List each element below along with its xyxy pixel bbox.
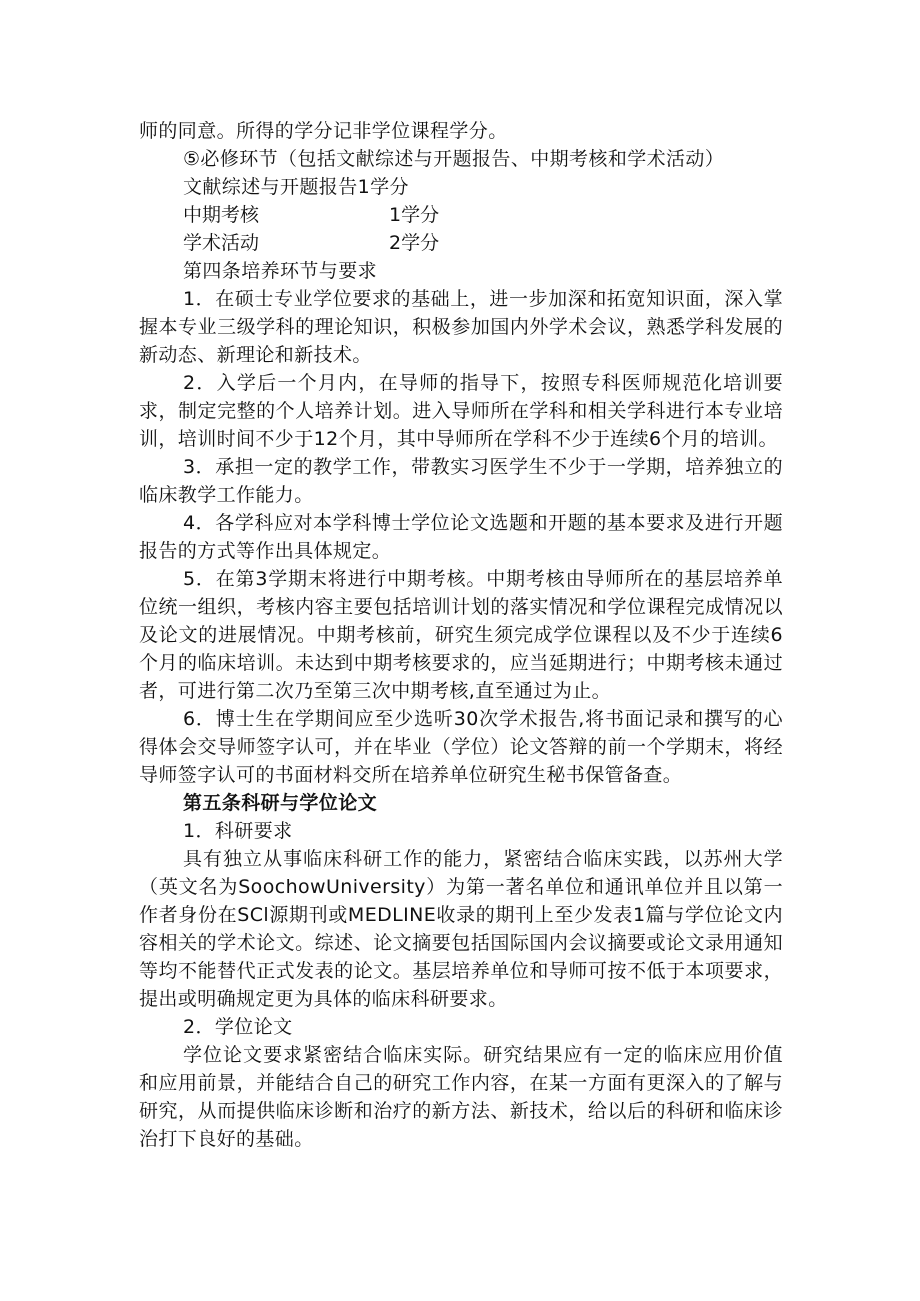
dissertation-body: 学位论文要求紧密结合临床实际。研究结果应有一定的临床应用价值和应用前景，并能结合自己的研究工作内容，在某一方面有更深入的了解与研究，从而提供临床诊断和治疗的新方法、新技术，给以后的科研和临床诊治打下良好的基础。 [139, 1044, 783, 1150]
document-body [139, 117, 783, 1153]
article-4-title: 第四条培养环节与要求 [183, 260, 378, 282]
literature-review-credit: 文献综述与开题报告1学分 [183, 176, 409, 198]
credit-name: 学术活动 [183, 232, 260, 254]
credit-value: 2学分 [389, 232, 440, 254]
credit-name: 中期考核 [183, 204, 260, 226]
dissertation-title: 2．学位论文 [183, 1016, 293, 1038]
article-5-title: 第五条科研与学位论文 [183, 792, 378, 814]
credit-value: 1学分 [389, 204, 440, 226]
research-requirements-title: 1．科研要求 [183, 820, 293, 842]
article-4-item-3: 3．承担一定的教学工作，带教实习医学生不少于一学期，培养独立的临床教学工作能力。 [139, 456, 783, 506]
paragraph-continuation: 师的同意。所得的学分记非学位课程学分。 [139, 120, 508, 142]
credit-row-midterm [139, 201, 783, 229]
article-4-item-1: 1．在硕士专业学位要求的基础上，进一步加深和拓宽知识面，深入掌握本专业三级学科的理论知识，积极参加国内外学术会议，熟悉学科发展的新动态、新理论和新技术。 [139, 288, 783, 366]
article-4-item-4: 4．各学科应对本学科博士学位论文选题和开题的基本要求及进行开题报告的方式等作出具体规定。 [139, 512, 783, 562]
research-requirements-body: 具有独立从事临床科研工作的能力，紧密结合临床实践，以苏州大学（英文名为SoochowUniversity）为第一著名单位和通讯单位并且以第一作者身份在SCl源期刊或MEDLINE收录的期刊上至少发表1篇与学位论文内容相关的学术论文。综述、论文摘要包括国际国内会议摘要或论文录用通知等均不能替代正式发表的论文。基层培养单位和导师可按不低于本项要求，提出或明确规定更为具体的临床科研要求。 [139, 848, 783, 1010]
article-4-item-6: 6．博士生在学期间应至少选听30次学术报告,将书面记录和撰写的心得体会交导师签字认可，并在毕业（学位）论文答辩的前一个学期末，将经导师签字认可的书面材料交所在培养单位研究生秘书保管备查。 [139, 708, 783, 786]
credit-row-academic [139, 229, 783, 257]
article-4-item-2: 2．入学后一个月内，在导师的指导下，按照专科医师规范化培训要求，制定完整的个人培养计划。进入导师所在学科和相关学科进行本专业培训，培训时间不少于12个月，其中导师所在学科不少于连续6个月的培训。 [139, 372, 783, 450]
required-items-heading: ⑤必修环节（包括文献综述与开题报告、中期考核和学术活动） [183, 148, 725, 170]
article-4-item-5: 5．在第3学期末将进行中期考核。中期考核由导师所在的基层培养单位统一组织，考核内容主要包括培训计划的落实情况和学位课程完成情况以及论文的进展情况。中期考核前，研究生须完成学位课程以及不少于连续6个月的临床培训。未达到中期考核要求的，应当延期进行；中期考核未通过者，可进行第二次乃至第三次中期考核,直至通过为止。 [139, 568, 783, 702]
